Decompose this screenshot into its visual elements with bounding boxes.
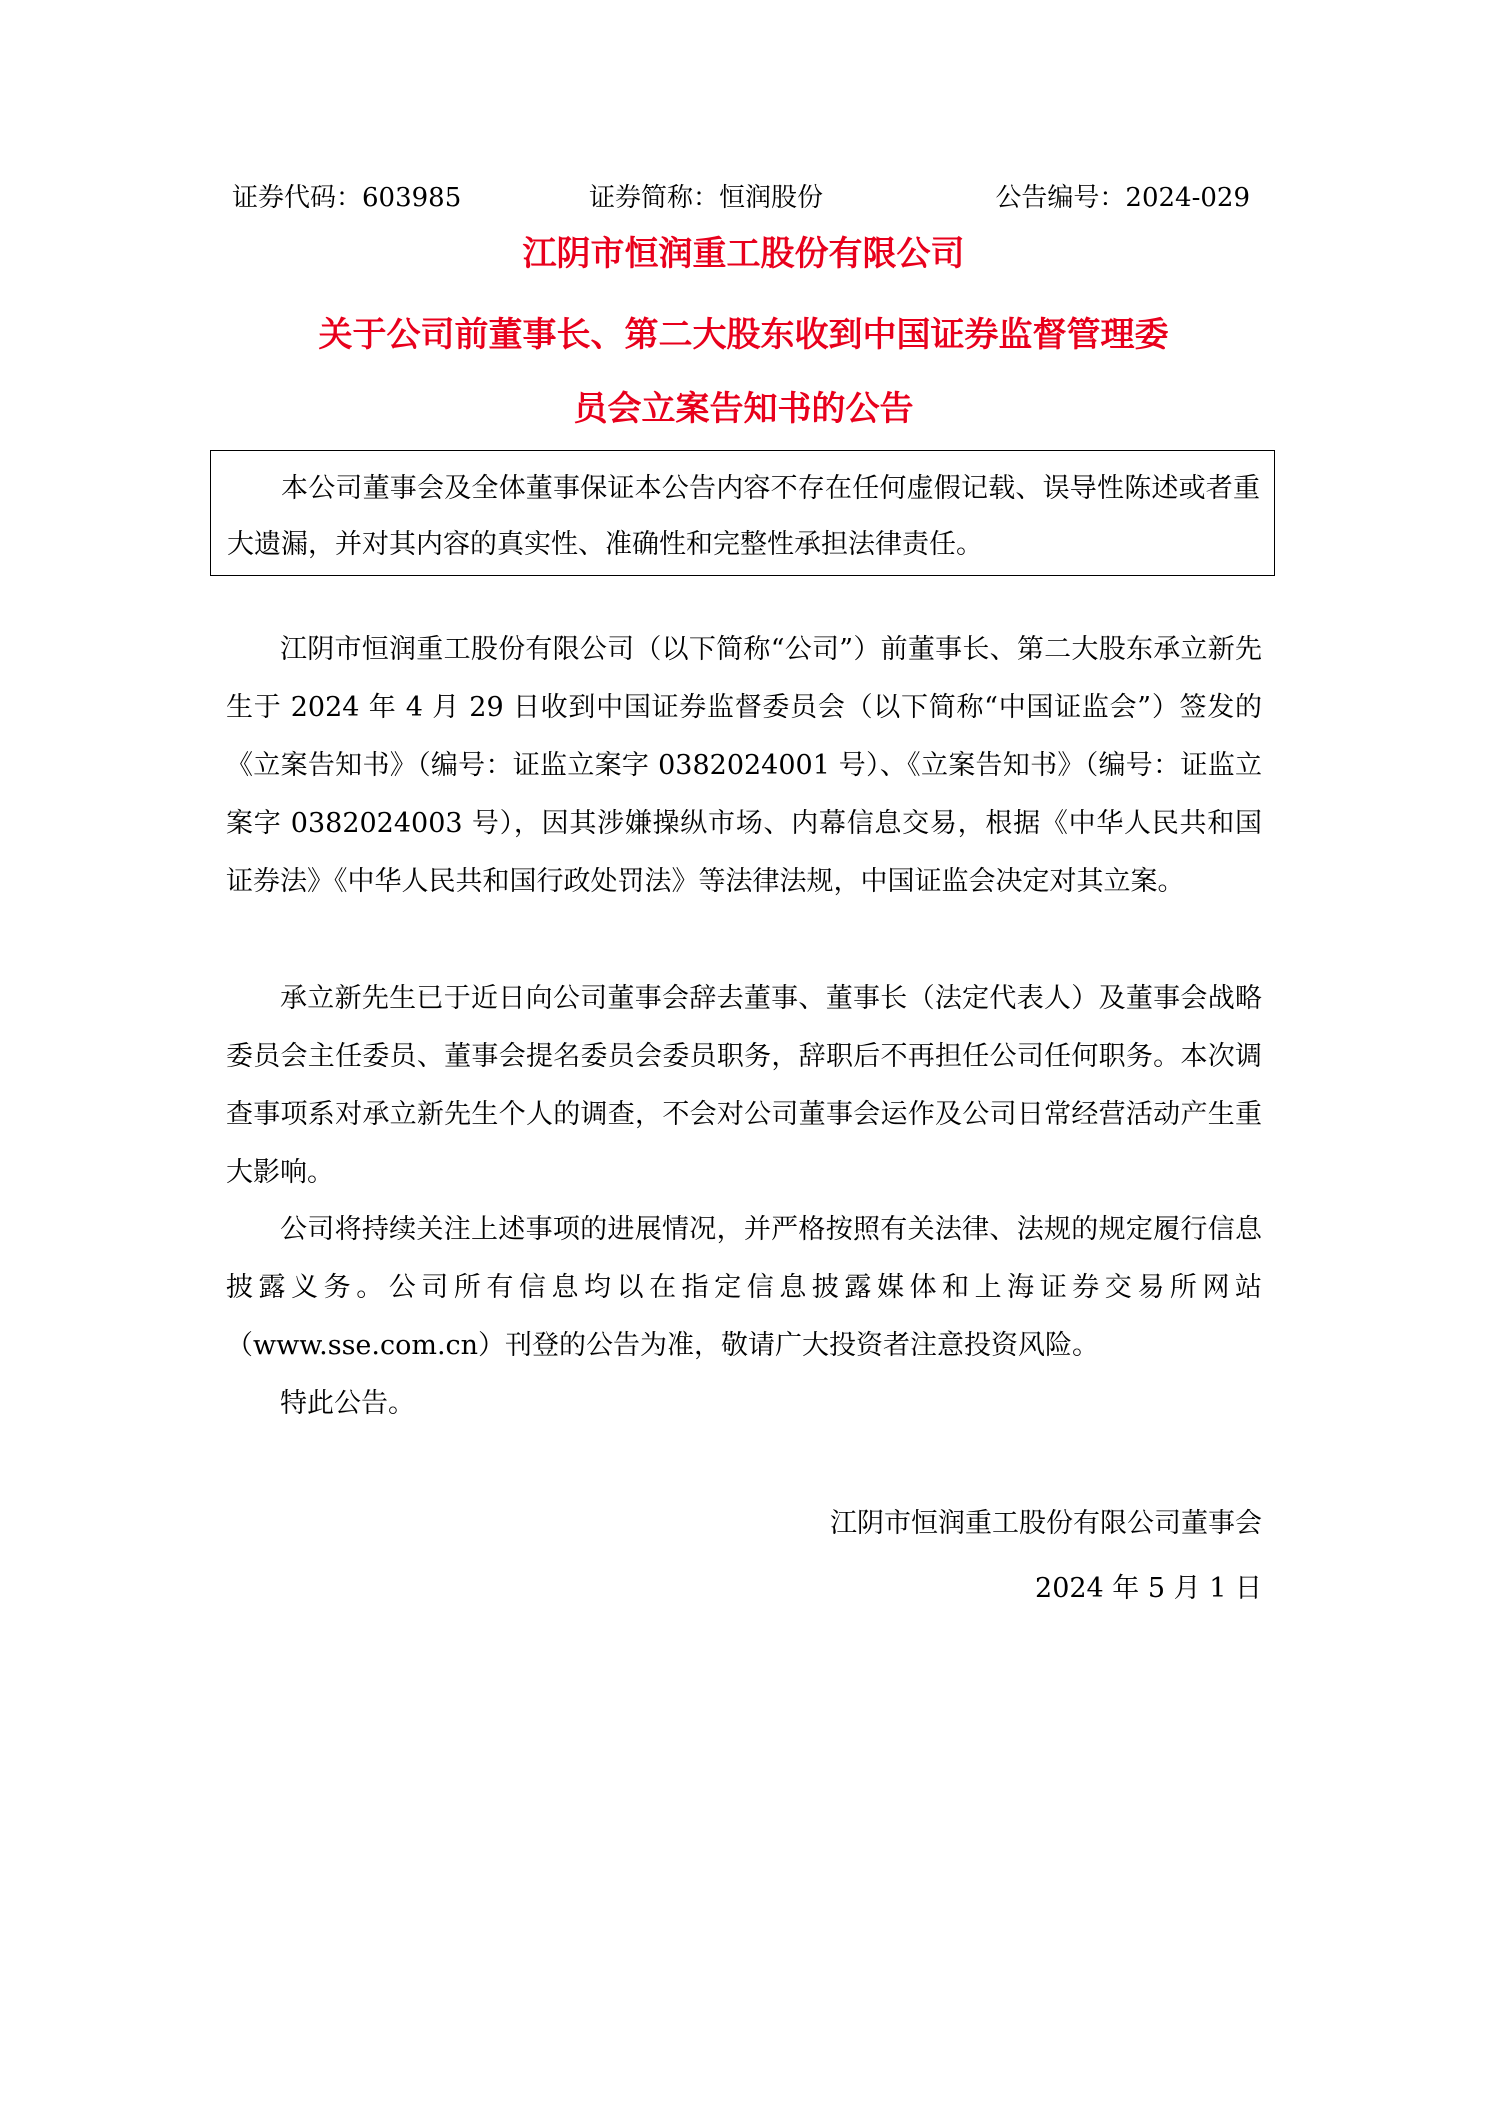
title-line-3: 员会立案告知书的公告 xyxy=(573,389,914,429)
signature-date: 2024 年 5 月 1 日 xyxy=(1035,1573,1262,1604)
signature-organization: 江阴市恒润重工股份有限公司董事会 xyxy=(830,1508,1262,1539)
board-guarantee-notice: 本公司董事会及全体董事保证本公告内容不存在任何虚假记载、误导性陈述或者重大遗漏，并对其内容的真实性、准确性和完整性承担法律责任。 xyxy=(210,450,1275,576)
paragraph-disclosure: 公司将持续关注上述事项的进展情况，并严格按照有关法律、法规的规定履行信息披露义务。公司所有信息均以在指定信息披露媒体和上海证券交易所网站（www.sse.com.cn）刊登的公告为准，敬请广大投资者注意投资风险。 xyxy=(226,1214,1262,1361)
paragraph-case-filing: 江阴市恒润重工股份有限公司（以下简称“公司”）前董事长、第二大股东承立新先生于 2024 年 4 月 29 日收到中国证券监督委员会（以下简称“中国证监会”）签发的《立案告知书》（编号：证监立案字 0382024001 号）、《立案告知书》（编号：证监立案字 0382024003 号），因其涉嫌操纵市场、内幕信息交易，根据《中华人民共和国证券法》《中华人民共和国行政处罚法》等法律法规，中国证监会决定对其立案。 xyxy=(226,634,1262,897)
announcement-header xyxy=(232,178,1250,218)
title-line-2: 关于公司前董事长、第二大股东收到中国证券监督管理委 xyxy=(318,315,1169,355)
paragraph-closing: 特此公告。 xyxy=(280,1388,415,1419)
announcement-number: 公告编号：2024-029 xyxy=(995,183,1250,213)
title-company-name: 江阴市恒润重工股份有限公司 xyxy=(522,234,965,274)
stock-abbreviation: 证券简称：恒润股份 xyxy=(589,183,824,213)
paragraph-resignation: 承立新先生已于近日向公司董事会辞去董事、董事长（法定代表人）及董事会战略委员会主任委员、董事会提名委员会委员职务，辞职后不再担任公司任何职务。本次调查事项系对承立新先生个人的调查，不会对公司董事会运作及公司日常经营活动产生重大影响。 xyxy=(226,983,1262,1188)
stock-code: 证券代码：603985 xyxy=(232,183,462,213)
